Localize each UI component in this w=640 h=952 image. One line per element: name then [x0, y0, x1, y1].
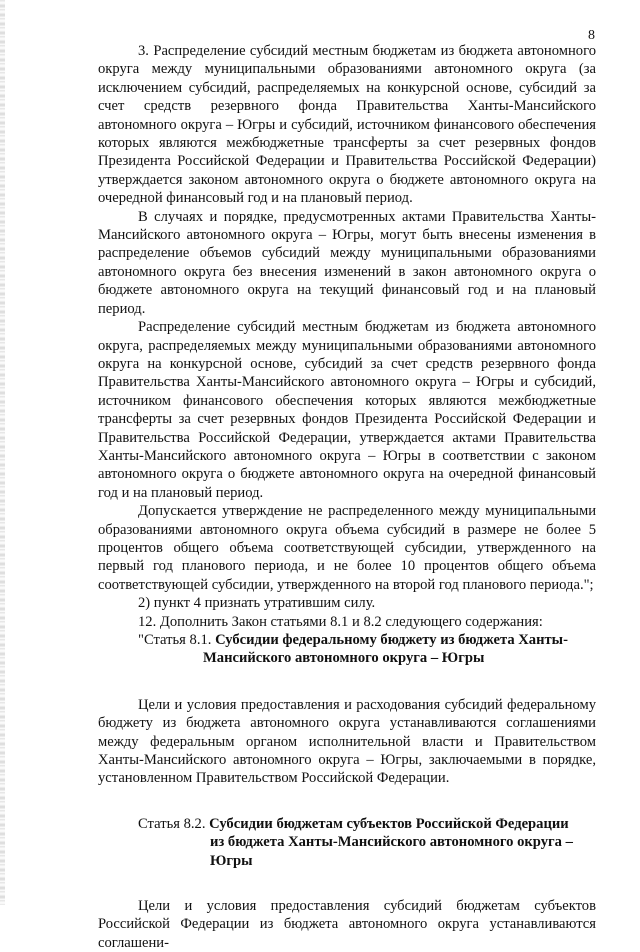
article-8-1-title-line2: Мансийского автономного округа – Югры [203, 650, 485, 667]
paragraph-article-8-1: Цели и условия предоставления и расходования субсидий федеральному бюджету из бюджета автономного округа устанавливаются соглашениями между федеральным органом исполнительной власти и Правительством Ханты-Мансийского автономного округа – Югры, заключаемыми в порядке, установленном Правительством Российской Федерации. [98, 696, 596, 787]
article-8-2-title-line3: Югры [210, 852, 253, 869]
article-8-1-heading [98, 631, 596, 668]
document-body [98, 42, 596, 952]
article-8-1-title-line1: Субсидии федеральному бюджету из бюджета Ханты- [215, 632, 568, 648]
article-8-2-title-line1: Субсидии бюджетам субъектов Российской Федерации [209, 815, 569, 832]
paragraph-3: 3. Распределение субсидий местным бюджетам из бюджета автономного округа между муниципальными образованиями автономного округа (за исключением субсидий, распределяемых на конкурсной основе, субсидий за счет средств резервного фонда Правительства Ханты-Мансийского автономного округа – Югры и субсидий, источником финансового обеспечения которых являются межбюджетные трансферты за счет резервных фондов Президента Российской Федерации и Правительства Российской Федерации) утверждается законом автономного округа о бюджете автономного округа на очередной финансовый год и на плановый период. [98, 43, 596, 207]
paragraph-permission: Допускается утверждение не распределенного между муниципальными образованиями автономного округа объема субсидий в размере не более 5 процентов общего объема соответствующей субсидии, утвержденного на первый год планового периода, и не более 10 процентов общего объема соответствующей субсидии, утвержденного на второй год планового периода."; [98, 503, 596, 593]
paragraph-point-12: 12. Дополнить Закон статьями 8.1 и 8.2 следующего содержания: [138, 613, 543, 630]
article-8-1-prefix: "Статья 8.1. [138, 632, 216, 648]
paragraph-distribution: Распределение субсидий местным бюджетам из бюджета автономного округа, распределяемых между муниципальными образованиями автономного округа на конкурсной основе, субсидий за счет средств резервного фонда Правительства Ханты-Мансийского автономного округа – Югры и субсидий, источником финансового обеспечения которых являются межбюджетные трансферты за счет резервных фондов Президента Российской Федерации и Правительства Российской Федерации, утверждается актами Правительства Ханты-Мансийского автономного округа – Югры в соответствии с законом автономного округа о бюджете автономного округа на очередной финансовый год и на плановый период. [98, 319, 596, 501]
article-8-2-title-line2: из бюджета Ханты-Мансийского автономного округа – [210, 834, 573, 851]
article-8-2-prefix: Статья 8.2. [138, 815, 210, 832]
page-number: 8 [588, 28, 595, 43]
paragraph-point-2: 2) пункт 4 признать утратившим силу. [138, 595, 376, 612]
paragraph-article-8-2: Цели и условия предоставления субсидий бюджетам субъектов Российской Федерации из бюджета автономного округа устанавливаются соглашени- [98, 898, 596, 951]
paragraph-changes: В случаях и порядке, предусмотренных актами Правительства Ханты-Мансийского автономного округа – Югры, могут быть внесены изменения в распределение объемов субсидий между муниципальными образованиями автономного округа без внесения изменений в закон автономного округа о бюджете автономного округа на текущий финансовый год и на плановый период. [98, 208, 596, 317]
scan-edge [0, 0, 5, 905]
article-8-2-heading [98, 815, 596, 870]
